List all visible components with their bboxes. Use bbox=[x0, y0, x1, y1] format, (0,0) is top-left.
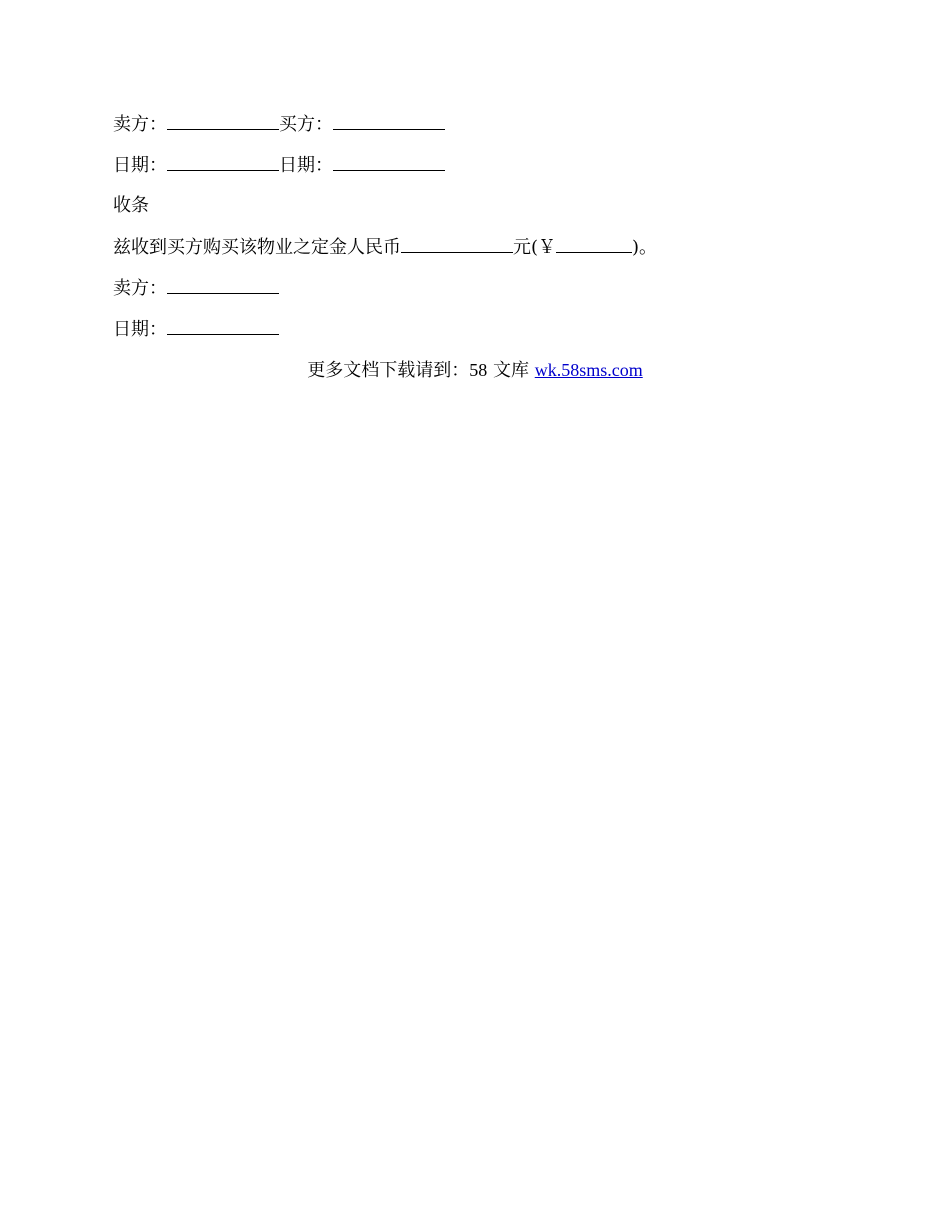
footer-prefix: 更多文档下载请到： bbox=[307, 360, 470, 381]
signature-row-parties bbox=[113, 112, 445, 136]
seller-label: 卖方： bbox=[113, 114, 167, 135]
receipt-seller-row bbox=[113, 276, 279, 300]
receipt-seller-blank bbox=[167, 276, 279, 294]
signature-row-dates bbox=[113, 153, 445, 177]
seller-date-blank bbox=[167, 153, 279, 171]
buyer-signature-blank bbox=[333, 112, 445, 130]
footer bbox=[0, 358, 950, 383]
receipt-date-blank bbox=[167, 317, 279, 335]
buyer-date-label: 日期： bbox=[279, 155, 333, 176]
buyer-date-blank bbox=[333, 153, 445, 171]
receipt-suffix-text: )。 bbox=[632, 237, 658, 258]
receipt-body bbox=[113, 235, 657, 259]
receipt-unit-text: 元(￥ bbox=[513, 237, 557, 258]
receipt-title: 收条 bbox=[113, 195, 149, 216]
amount-figure-blank bbox=[556, 235, 632, 253]
receipt-date-row bbox=[113, 317, 279, 341]
receipt-seller-label: 卖方： bbox=[113, 278, 167, 299]
footer-number: 58 bbox=[469, 360, 488, 380]
footer-link[interactable]: wk.58sms.com bbox=[534, 360, 643, 380]
buyer-label: 买方： bbox=[279, 114, 333, 135]
footer-site-name: 文库 bbox=[493, 360, 529, 381]
receipt-date-label: 日期： bbox=[113, 319, 167, 340]
receipt-body-text: 兹收到买方购买该物业之定金人民币 bbox=[113, 237, 401, 258]
seller-date-label: 日期： bbox=[113, 155, 167, 176]
amount-words-blank bbox=[401, 235, 513, 253]
seller-signature-blank bbox=[167, 112, 279, 130]
